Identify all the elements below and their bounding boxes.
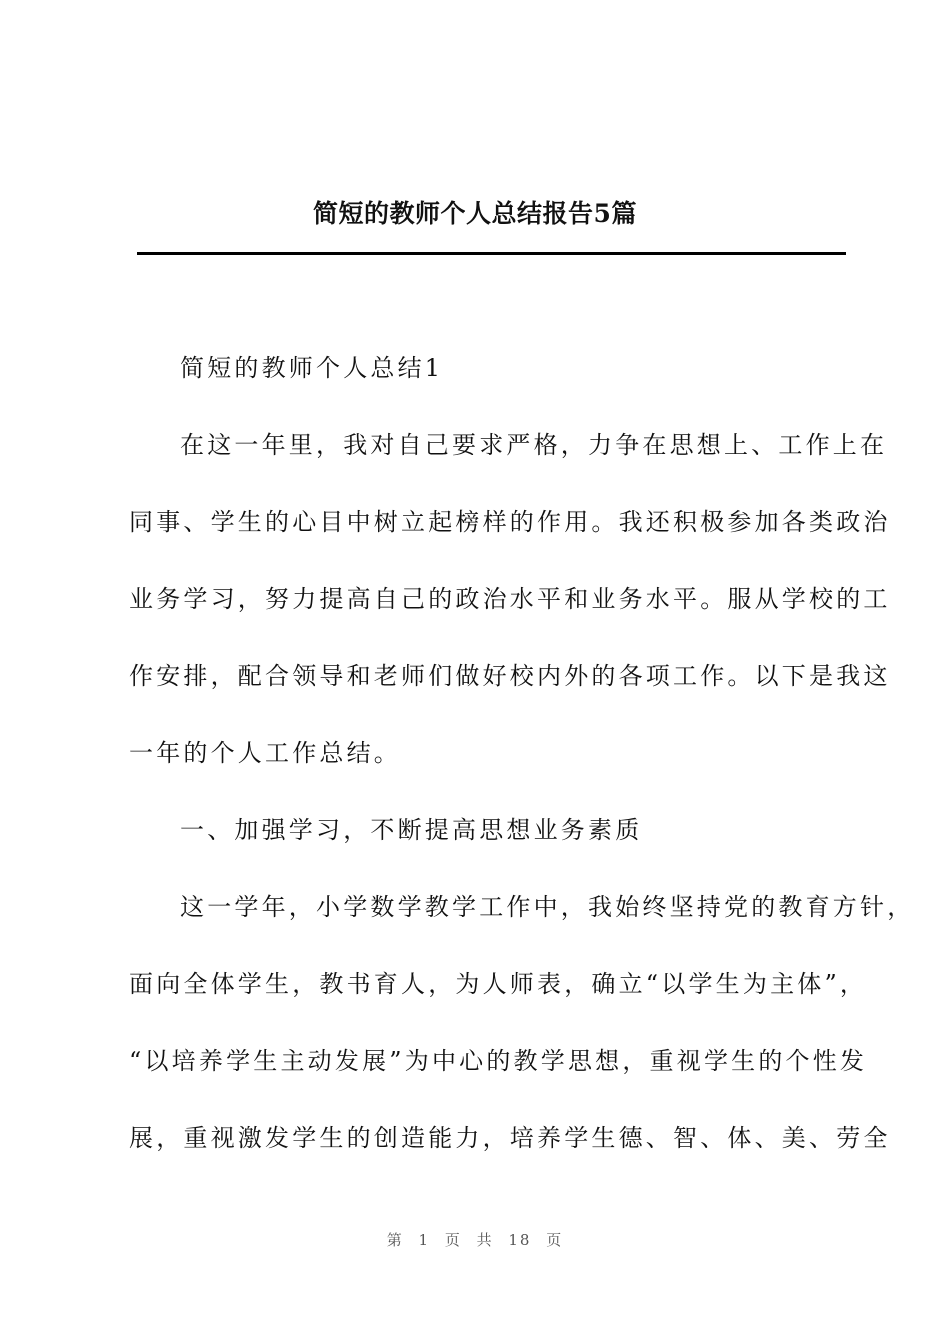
paragraph-line: 在这一年里，我对自己要求严格，力争在思想上、工作上在 xyxy=(180,431,888,459)
page-footer: 第 1 页 共 18 页 xyxy=(386,1231,564,1249)
title-underline xyxy=(137,252,846,255)
paragraph-line: 作安排，配合领导和老师们做好校内外的各项工作。以下是我这 xyxy=(129,662,891,690)
document-body xyxy=(129,349,915,1196)
paragraph-line: 展，重视激发学生的创造能力，培养学生德、智、体、美、劳全 xyxy=(129,1124,891,1152)
paragraph-line: 一年的个人工作总结。 xyxy=(129,739,401,767)
paragraph-line: 这一学年，小学数学教学工作中，我始终坚持党的教育方针， xyxy=(180,893,915,921)
paragraph-line: 面向全体学生，教书育人，为人师表，确立“以学生为主体”， xyxy=(129,970,868,998)
paragraph-line: 同事、学生的心目中树立起榜样的作用。我还积极参加各类政治 xyxy=(129,508,891,536)
subsection-heading: 一、加强学习，不断提高思想业务素质 xyxy=(180,816,643,844)
section-heading: 简短的教师个人总结1 xyxy=(180,354,444,382)
paragraph-line: “以培养学生主动发展”为中心的教学思想，重视学生的个性发 xyxy=(129,1047,868,1075)
paragraph-line: 业务学习，努力提高自己的政治水平和业务水平。服从学校的工 xyxy=(129,585,891,613)
document-title: 简短的教师个人总结报告5篇 xyxy=(313,199,637,228)
